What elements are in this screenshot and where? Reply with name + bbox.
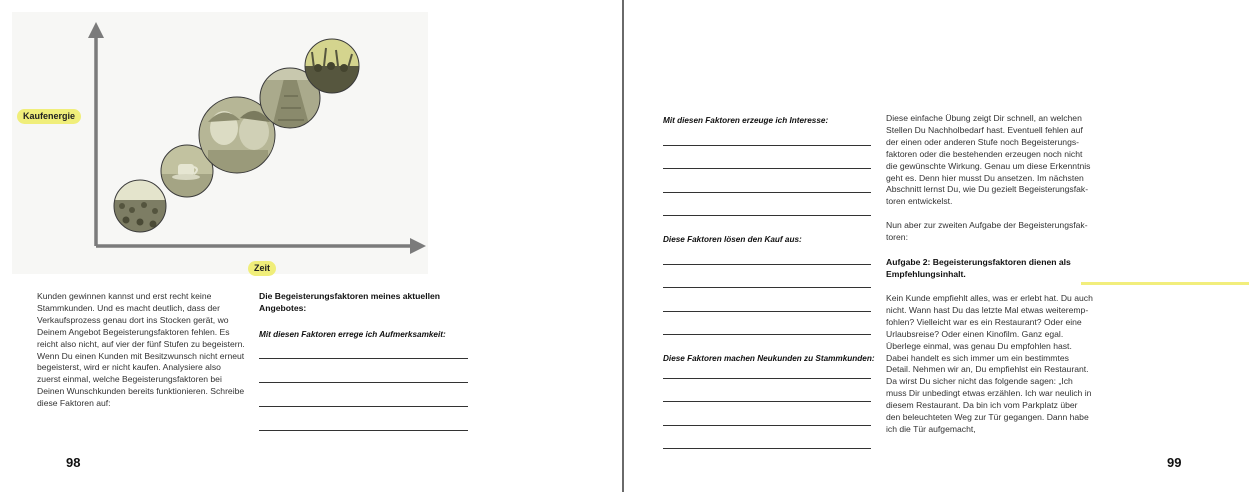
x-axis-arrow-icon (410, 238, 426, 254)
answer-line[interactable] (663, 192, 871, 193)
answer-line[interactable] (259, 382, 468, 383)
answer-line[interactable] (663, 334, 871, 335)
page-number-right: 99 (1167, 455, 1182, 470)
prompt-regular-customers: Diese Faktoren machen Neukunden zu Stammkunden: (663, 354, 875, 363)
answer-line[interactable] (663, 287, 871, 288)
prompt-interest: Mit diesen Faktoren erzeuge ich Interesse: (663, 116, 829, 125)
answer-line[interactable] (259, 358, 468, 359)
answer-line[interactable] (663, 168, 871, 169)
answer-line[interactable] (259, 406, 468, 407)
answer-line[interactable] (663, 215, 871, 216)
left-body-text: Kunden gewinnen kannst und erst recht keine Stammkunden. Und es macht deutlich, dass der Verkaufsprozess genau dort ins Stocken gerät, wo Deinem Angebot Begeisterungsfaktoren fehlen. Es reicht also nicht, auf vier der fünf Stufen zu begeistern. Wenn Du einen Kunden mit Besitzwunsch nicht erneut begeisterst, wird er nicht kaufen. Analysiere also zuerst einmal, welche Begeisterungsfaktoren bei Deinen Wunschkunden bereits funktionieren. Schreibe diese Faktoren auf: (37, 291, 245, 409)
right-paragraph-2: Nun aber zur zweiten Aufgabe der Begeisterungsfak-toren: (886, 220, 1088, 242)
customer-energy-figure (0, 0, 622, 290)
worksheet-title: Die Begeisterungsfaktoren meines aktuellen Angebotes: (259, 291, 441, 313)
answer-line[interactable] (663, 378, 871, 379)
sunflower-field-photo-icon (110, 180, 170, 236)
right-paragraph-3: Kein Kunde empfiehlt alles, was er erlebt hat. Du auch nicht. Wann hast Du das letzte Mal etwas weiteremp-fohlen? Vielleicht war es ein Restaurant? Oder eine Urlaubsreise? Oder einen Kinofilm. Ganz egal. Überlege einmal, was genau Du empfohlen hast. Dabei handelt es sich immer um ein bestimmtes Detail. Nehmen wir an, Du empfiehlst ein Restaurant. Da wirst Du sicher nicht das folgende sagen: „Ich muss Dir unbedingt etwas erzählen. Ich war neulich in diesem Restaurant. Da bin ich vom Parkplatz über den beleuchteten Weg zur Tür gegangen. Dann habe ich die Tür aufgemacht, (886, 293, 1093, 434)
prompt-attention: Mit diesen Faktoren errege ich Aufmerksamkeit: (259, 330, 446, 339)
page-number-left: 98 (66, 455, 81, 470)
x-axis-label: Zeit (248, 261, 276, 276)
section-heading: Aufgabe 2: Begeisterungsfaktoren dienen als Empfehlungsinhalt. (886, 257, 1071, 279)
book-spine (622, 0, 624, 492)
answer-line[interactable] (663, 401, 871, 402)
answer-line[interactable] (663, 448, 871, 449)
right-paragraph-1: Diese einfache Übung zeigt Dir schnell, an welchen Stellen Du Nachholbedarf hast. Eventuell fehlen auf der einen oder anderen Stufe noch Begeisterungs-faktoren oder die bestehenden erzeugen noch nicht die gewünschte Wirkung. Genau um diese Erkenntnis geht es. Denn hier musst Du ansetzen. Im nächsten Abschnitt lernst Du, wie Du gezielt Begeisterungsfak-toren entwickelst. (886, 113, 1091, 207)
answer-line[interactable] (663, 264, 871, 265)
answer-line[interactable] (663, 145, 871, 146)
prompt-purchase: Diese Faktoren lösen den Kauf aus: (663, 235, 802, 244)
y-axis-arrow-icon (88, 22, 104, 38)
answer-line[interactable] (663, 311, 871, 312)
answer-line[interactable] (259, 430, 468, 431)
y-axis-label: Kaufenergie (17, 109, 81, 124)
yellow-accent-rule (1081, 282, 1249, 285)
answer-line[interactable] (663, 425, 871, 426)
